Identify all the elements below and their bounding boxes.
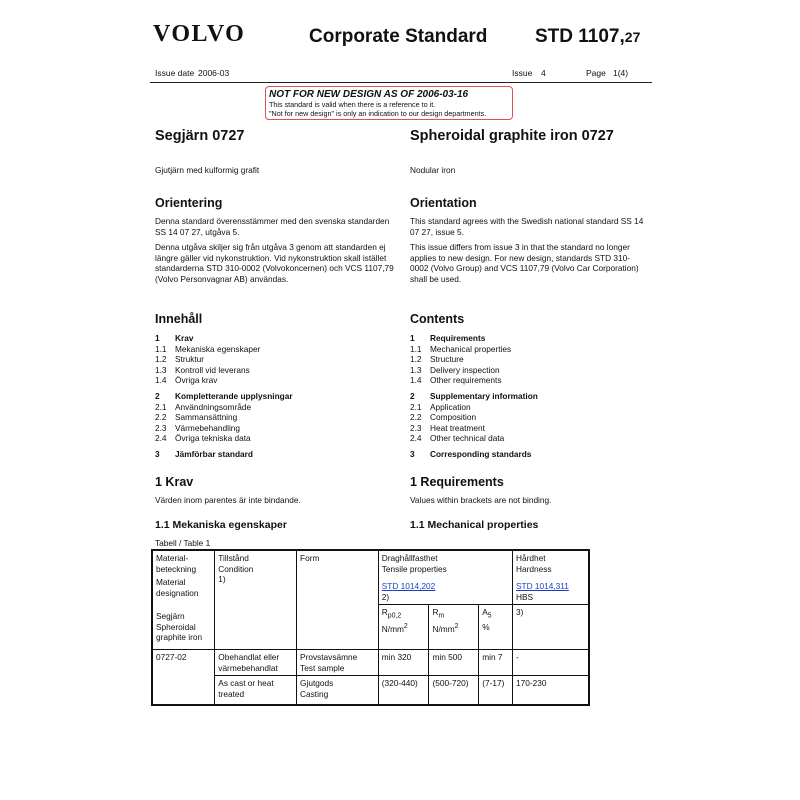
toc-item [155,365,293,376]
volvo-logo: VOLVO [153,21,246,47]
orientation-p1-en: This standard agrees with the Swedish national standard SS 14 07 27, issue 5. [410,216,644,237]
toc-item-number: 1.2 [155,354,167,365]
notice-line-2: "Not for new design" is only an indication to our design departments. [269,109,487,118]
toc-item-label: Requirements [430,333,486,343]
toc-item-number: 3 [410,448,415,459]
toc-item-label: Mekaniska egenskaper [175,343,261,354]
toc-sv [155,333,293,460]
header-rp: $R_{p0,2}$ $N/mm^2$ [378,605,429,650]
toc-item-number: 2.2 [410,412,422,423]
toc-item-label: Kontroll vid leverans [175,364,250,375]
toc-item-number: 1.3 [155,364,167,375]
table-caption: Tabell / Table 1 [155,538,211,548]
toc-item-number: 1.4 [155,375,167,386]
notice-line-1: This standard is valid when there is a reference to it. [269,100,436,109]
hardness-unit: HBS [516,591,534,602]
toc-en [410,333,538,460]
contents-heading-sv: Innehåll [155,312,203,326]
toc-item-label: Application [430,401,471,412]
subtitle-sv: Gjutjärn med kulformig grafit [155,165,260,175]
toc-item-number: 1.1 [155,343,167,354]
issue-label: Issue [512,68,533,78]
orientation-p1-sv: Denna standard överensstämmer med den svenska standarden SS 14 07 27, utgåva 5. [155,216,390,237]
cell-rp: (320-440) [378,676,429,706]
header-tensile: Draghållfasthet Tensile properties [381,553,447,574]
page-value: 1(4) [613,68,629,78]
toc-item-label: Structure [430,354,464,365]
toc-item [410,354,538,365]
cell-a5: min 7 [479,650,513,676]
tensile-standard-link[interactable]: STD 1014,202 [381,581,436,591]
toc-item [410,365,538,376]
toc-item [155,375,293,386]
toc-item [155,391,293,402]
cell-hardness: 170-230 [513,676,590,706]
toc-item-number: 1.3 [410,364,422,375]
requirements-text-sv: Värden inom parentes är inte bindande. [155,495,301,505]
title-sv: Segjärn 0727 [155,128,245,144]
toc-item-label: Övriga tekniska data [175,433,251,444]
toc-item [410,433,538,444]
toc-item-number: 1.4 [410,375,422,386]
toc-item-number: 2.2 [155,412,167,423]
issue-value: 4 [541,68,546,78]
toc-item-label: Mechanical properties [430,343,512,354]
toc-item-label: Other requirements [430,375,502,386]
title-en: Spheroidal graphite iron 0727 [410,128,614,144]
toc-item-number: 2.4 [410,433,422,444]
header-hardness-cell [513,550,590,605]
toc-item-number: 1 [155,333,160,343]
toc-item-number: 2.3 [410,422,422,433]
header-material-en: Material designation [156,577,199,598]
page-label: Page [586,68,606,78]
cell-material: 0727-02 [152,650,215,706]
toc-item [155,412,293,423]
orientation-p2-en: This issue differs from issue 3 in that the standard no longer applies to new design. For new design, standards STD 310-0002 (Volvo Group) and VCS 1107,79 (Volvo Car Corporation) shall be used. [410,242,639,284]
hardness-standard-link[interactable]: STD 1014,311 [516,581,569,591]
standard-number-main: STD 1107, [535,26,625,47]
toc-item-number: 1.2 [410,354,422,365]
toc-item [410,402,538,413]
mechanical-heading-sv: 1.1 Mekaniska egenskaper [155,519,287,531]
toc-item-label: Supplementary information [430,390,538,401]
toc-item-number: 2.1 [155,401,167,412]
toc-item-number: 3 [155,448,160,459]
orientation-p2-sv: Denna utgåva skiljer sig från utgåva 3 genom att standarden ej längre gäller vid nykonstruktion. Vid nykonstruktion skall istället standarderna STD 310-0002 (Volvokoncernen) och VCS 1107,79 (Volvo Personvagnar AB) användas. [155,242,394,284]
orientation-heading-en: Orientation [410,196,477,210]
tensile-note: 2) [381,591,390,602]
not-for-new-design-notice [265,86,513,120]
toc-item [155,402,293,413]
toc-item-label: Jämförbar standard [175,448,253,459]
toc-item-label: Composition [430,412,477,423]
toc-item-label: Other technical data [430,433,505,444]
subtitle-en: Nodular iron [410,165,456,175]
mechanical-heading-en: 1.1 Mechanical properties [410,519,539,531]
contents-heading-en: Contents [410,312,465,326]
toc-item [155,333,293,344]
toc-item [155,344,293,355]
toc-item-label: Heat treatment [430,422,485,433]
toc-item [155,354,293,365]
header-rm: $R_m$ $N/mm^2$ [429,605,479,650]
header-tensile-cell [378,550,512,605]
toc-item [410,344,538,355]
standard-number [535,26,640,48]
cell-hardness: - [513,650,590,676]
header-divider [150,82,652,83]
header-hardness-note: 3) [513,605,590,650]
cell-form: Provstavsämne Test sample [297,650,379,676]
material-name: Segjärn Spheroidal graphite iron [156,611,203,642]
toc-item-number: 2.3 [155,422,167,433]
mechanical-properties-table [151,549,590,706]
toc-item-label: Användningsområde [175,401,252,412]
orientation-heading-sv: Orientering [155,196,223,210]
toc-item [410,375,538,386]
toc-item [410,449,538,460]
standard-number-suffix: 27 [624,29,641,45]
cell-a5: (7-17) [479,676,513,706]
toc-item-label: Struktur [175,354,205,365]
table-row [152,676,589,706]
toc-item-label: Värmebehandling [175,422,241,433]
toc-item-label: Sammansättning [175,412,238,423]
toc-item [410,391,538,402]
cell-form: Gjutgods Casting [297,676,379,706]
header-condition: Tillstånd Condition 1) [215,550,297,650]
header-form: Form [297,550,379,650]
table-row [152,650,589,676]
toc-item [155,449,293,460]
toc-item-number: 2.1 [410,401,422,412]
header-material-sv: Material- beteckning [156,553,197,574]
issue-date-label: Issue date [155,68,195,78]
toc-item-label: Corresponding standards [430,448,532,459]
issue-date-value: 2006-03 [198,68,230,78]
requirements-text-en: Values within brackets are not binding. [410,495,552,505]
toc-item [155,433,293,444]
toc-item-label: Krav [175,333,194,343]
table-header-row [152,550,589,605]
toc-item-number: 1.1 [410,343,422,354]
header-a5: $A_5$ % [479,605,513,650]
toc-item-number: 2 [410,390,415,401]
cell-condition: As cast or heat treated [215,676,297,706]
toc-item-label: Övriga krav [175,375,218,386]
toc-item-number: 2 [155,390,160,401]
document-type-title: Corporate Standard [309,26,488,47]
requirements-heading-sv: 1 Krav [155,475,194,489]
toc-item-label: Delivery inspection [430,364,500,375]
requirements-heading-en: 1 Requirements [410,475,504,489]
cell-rm: min 500 [429,650,479,676]
toc-item [410,333,538,344]
toc-item [410,423,538,434]
toc-item-number: 2.4 [155,433,167,444]
cell-rp: min 320 [378,650,429,676]
toc-item-label: Kompletterande upplysningar [175,390,293,401]
toc-item-number: 1 [410,333,415,343]
cell-rm: (500-720) [429,676,479,706]
header-hardness: Hårdhet Hardness [516,553,552,574]
cell-condition: Obehandlat eller värmebehandlat [215,650,297,676]
toc-item [410,412,538,423]
header-material-cell [152,550,215,650]
toc-item [155,423,293,434]
notice-heading: NOT FOR NEW DESIGN AS OF 2006-03-16 [269,89,469,100]
